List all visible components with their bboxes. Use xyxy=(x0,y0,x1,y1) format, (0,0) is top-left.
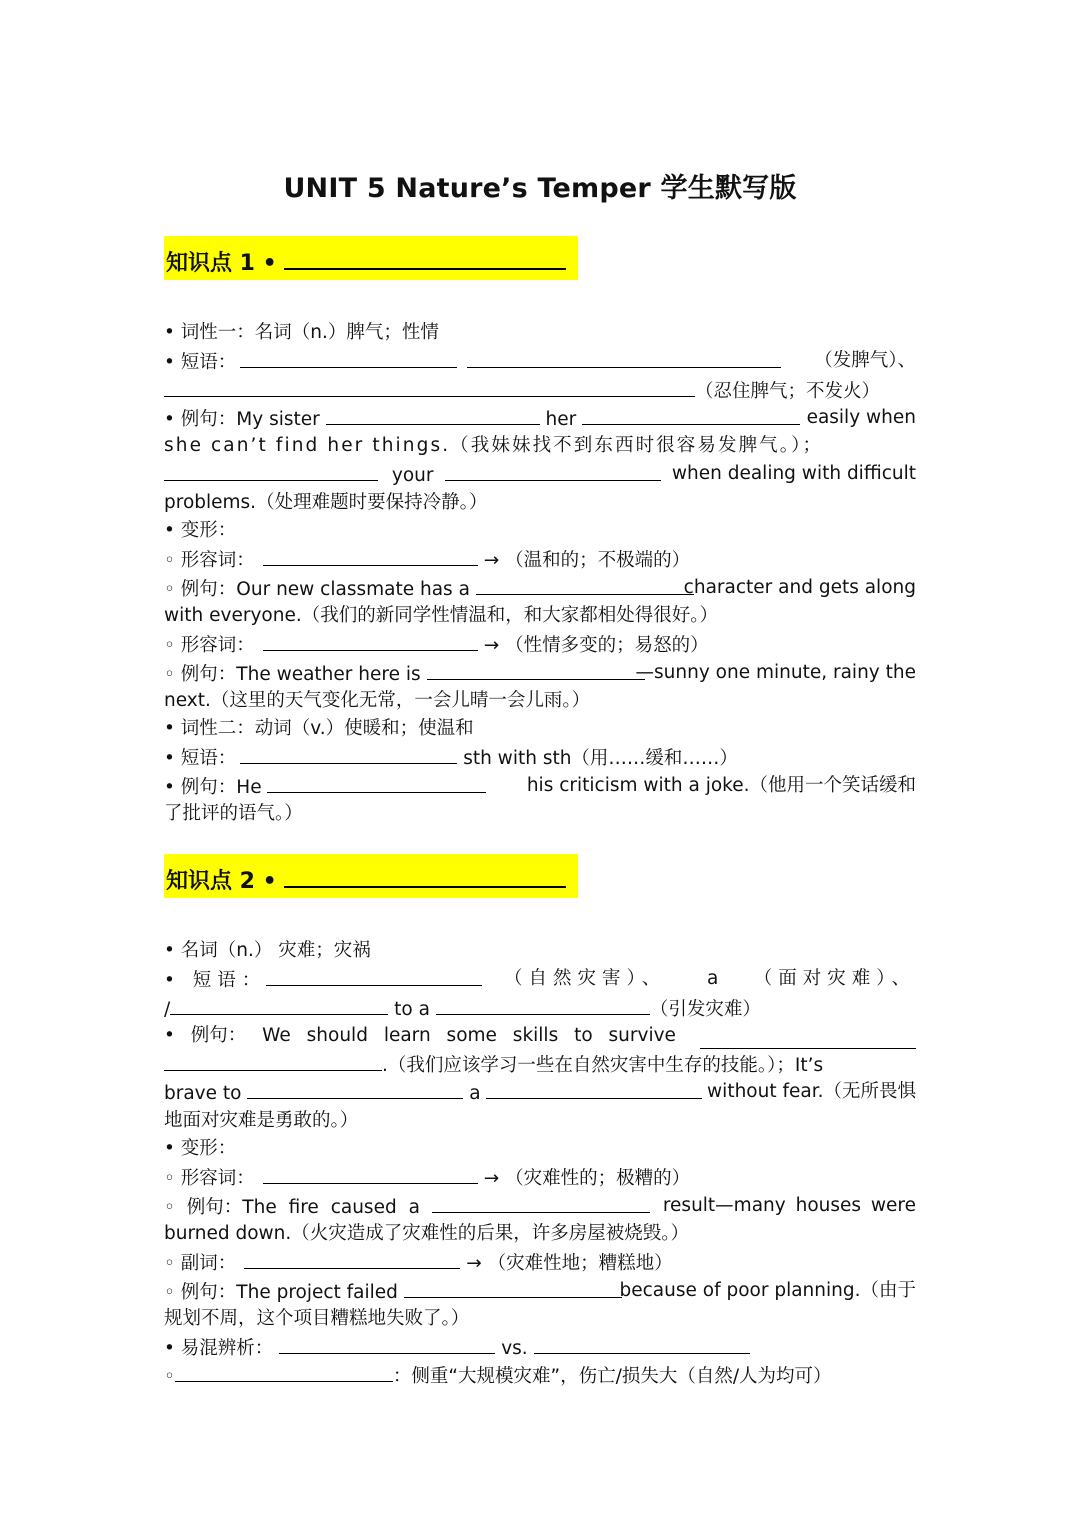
text-line: brave to a without fear.（无所畏惧 xyxy=(164,1078,916,1106)
answer-blank[interactable] xyxy=(432,1192,650,1213)
text-line: • 短语： （发脾气）、 xyxy=(164,347,916,375)
answer-blank[interactable] xyxy=(247,1078,463,1099)
answer-blank[interactable] xyxy=(266,965,482,986)
text-line: / to a （引发灾难） xyxy=(164,994,916,1022)
text-line: • 变形： xyxy=(164,520,237,542)
section-1-header xyxy=(164,236,916,280)
answer-blank[interactable] xyxy=(436,994,650,1015)
text-line: • 变形： xyxy=(164,1138,237,1160)
text-line: problems.（处理难题时要保持冷静。） xyxy=(164,491,488,513)
page-title: UNIT 5 Nature’s Temper 学生默写版 xyxy=(283,173,797,204)
section-1-body xyxy=(164,319,916,828)
text-line: • 词性一：名词（n.）脾气；性情 xyxy=(164,322,439,343)
text-line: （忍住脾气；不发火） xyxy=(164,376,916,404)
section-2-body xyxy=(164,937,916,1390)
text-line: ◦ 形容词： → （温和的；不极端的） xyxy=(164,545,916,573)
answer-blank[interactable] xyxy=(467,347,781,368)
text-line: 了批评的语气。） xyxy=(164,803,303,825)
text-line: 地面对灾难是勇敢的。） xyxy=(164,1109,359,1131)
heading-blank xyxy=(284,268,566,270)
answer-blank[interactable] xyxy=(486,1078,702,1099)
text-line: • 例句：He his criticism with a joke.（他用一个笑话缓和 xyxy=(164,772,916,800)
text-line: ◦ 例句：The weather here is —sunny one minute, rainy the xyxy=(164,659,916,687)
section-heading: 知识点 2 • xyxy=(166,869,277,894)
text-line: 规划不周，这个项目糟糕地失败了。） xyxy=(164,1307,470,1329)
text-line: she can’t find her things.（我妹妹找不到东西时很容易发脾气。）； xyxy=(164,435,824,457)
text-line: • 易混辨析： vs. xyxy=(164,1333,916,1361)
answer-blank[interactable] xyxy=(427,659,645,680)
answer-blank[interactable] xyxy=(326,404,540,425)
answer-blank[interactable] xyxy=(445,460,661,481)
answer-blank[interactable] xyxy=(700,1028,916,1049)
section-heading-highlight xyxy=(164,854,578,898)
text-line: ◦ 形容词： → （灾难性的；极糟的） xyxy=(164,1163,916,1191)
text-line: burned down.（火灾造成了灾难性的后果，许多房屋被烧毁。） xyxy=(164,1222,690,1244)
answer-blank[interactable] xyxy=(267,772,486,793)
answer-blank[interactable] xyxy=(240,743,457,764)
answer-blank[interactable] xyxy=(534,1333,750,1354)
heading-blank xyxy=(284,886,566,888)
text-line: • 名词（n.） 灾难；灾祸 xyxy=(164,940,371,961)
section-heading: 知识点 1 • xyxy=(166,251,277,276)
text-line: • 短语： sth with sth（用……缓和……） xyxy=(164,743,916,771)
text-line: • 例句： We should learn some skills to survive xyxy=(164,1022,916,1050)
answer-blank[interactable] xyxy=(164,1050,382,1071)
text-line: .（我们应该学习一些在自然灾害中生存的技能。）；It’s xyxy=(164,1050,916,1078)
text-line: ◦ 形容词： → （性情多变的；易怒的） xyxy=(164,630,916,658)
answer-blank[interactable] xyxy=(476,574,694,595)
answer-blank[interactable] xyxy=(164,376,695,397)
answer-blank[interactable] xyxy=(263,1163,478,1184)
answer-blank[interactable] xyxy=(263,545,478,566)
text-line: ◦ 例句：Our new classmate has a character and gets along xyxy=(164,574,916,602)
answer-blank[interactable] xyxy=(263,630,478,651)
answer-blank[interactable] xyxy=(404,1277,622,1298)
answer-blank[interactable] xyxy=(170,994,388,1015)
text-line: ◦ 例句：The project failed because of poor planning.（由于 xyxy=(164,1277,916,1305)
section-heading-highlight xyxy=(164,236,578,280)
answer-blank[interactable] xyxy=(240,347,457,368)
answer-blank[interactable] xyxy=(164,460,378,481)
text-line: ◦ ：侧重“大规模灾难”，伤亡/损失大（自然/人为均可） xyxy=(164,1361,916,1389)
text-line: ◦ 副词： → （灾难性地；糟糕地） xyxy=(164,1248,916,1276)
answer-blank[interactable] xyxy=(175,1361,393,1382)
answer-blank[interactable] xyxy=(582,404,800,425)
text-line: • 短语： （自然灾害）、 a （面对灾难）、 xyxy=(164,965,916,993)
text-line: next.（这里的天气变化无常，一会儿晴一会儿雨。） xyxy=(164,689,591,711)
text-line: • 词性二：动词（v.）使暖和；使温和 xyxy=(164,718,474,740)
answer-blank[interactable] xyxy=(279,1333,495,1354)
answer-blank[interactable] xyxy=(244,1248,460,1269)
section-2-header xyxy=(164,854,916,898)
text-line: ◦ 例句：The fire caused a result—many houses were xyxy=(164,1192,916,1220)
text-line: your when dealing with difficult xyxy=(164,460,916,488)
text-line: with everyone.（我们的新同学性情温和，和大家都相处得很好。） xyxy=(164,604,718,626)
text-line: • 例句：My sister her easily when xyxy=(164,404,916,432)
